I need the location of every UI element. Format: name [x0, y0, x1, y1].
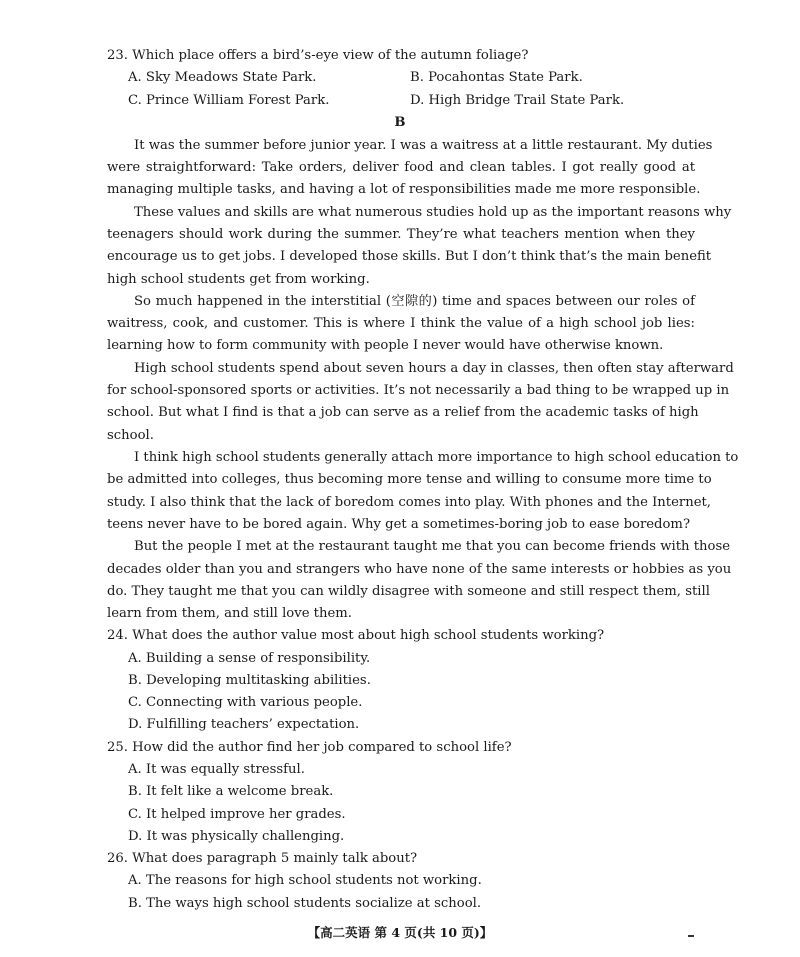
passage-line: were straightforward: Take orders, deliver food and clean tables. I got really good at	[107, 160, 695, 175]
passage-line: So much happened in the interstitial (空隙的) time and spaces between our roles of	[134, 294, 695, 309]
passage-line: teens never have to be bored again. Why get a sometimes-boring job to ease boredom?	[107, 517, 691, 532]
q25-option-c: C. It helped improve her grades.	[128, 807, 346, 822]
q24-option-d: D. Fulfilling teachers’ expectation.	[128, 717, 360, 732]
q25-stem: 25. How did the author find her job compared to school life?	[107, 740, 512, 755]
passage-line: High school students spend about seven hours a day in classes, then often stay afterward	[134, 361, 734, 376]
q26-stem: 26. What does paragraph 5 mainly talk about?	[107, 851, 418, 866]
q23-option-d: D. High Bridge Trail State Park.	[410, 93, 625, 108]
passage-line: teenagers should work during the summer. They’re what teachers mention when they	[107, 227, 695, 242]
q25-option-a: A. It was equally stressful.	[128, 762, 305, 777]
q25-option-d: D. It was physically challenging.	[128, 829, 345, 844]
q24-option-a: A. Building a sense of responsibility.	[128, 651, 371, 666]
margin-mark	[688, 935, 694, 937]
q23-stem: 23. Which place offers a bird’s-eye view of the autumn foliage?	[107, 48, 529, 63]
q26-option-a: A. The reasons for high school students not working.	[128, 873, 482, 888]
passage-line: But the people I met at the restaurant taught me that you can become friends with those	[134, 539, 731, 554]
passage-line: school.	[107, 428, 154, 443]
q23-option-a: A. Sky Meadows State Park.	[128, 70, 317, 85]
section-heading: B	[394, 115, 406, 130]
passage-line: learn from them, and still love them.	[107, 606, 352, 621]
passage-line: study. I also think that the lack of boredom comes into play. With phones and the Internet,	[107, 495, 711, 510]
passage-line: do. They taught me that you can wildly disagree with someone and still respect them, still	[107, 584, 710, 599]
passage-line: decades older than you and strangers who have none of the same interests or hobbies as you	[107, 562, 732, 577]
passage-line: managing multiple tasks, and having a lot of responsibilities made me more responsible.	[107, 182, 701, 197]
passage-line: high school students get from working.	[107, 272, 370, 287]
page-footer: 【高二英语 第 4 页(共 10 页)】	[307, 925, 493, 940]
passage-line: for school-sponsored sports or activities. It’s not necessarily a bad thing to be wrapped up in	[107, 383, 730, 398]
passage-line: These values and skills are what numerous studies hold up as the important reasons why	[134, 205, 732, 220]
q24-option-c: C. Connecting with various people.	[128, 695, 363, 710]
passage-line: I think high school students generally attach more importance to high school education to	[134, 450, 739, 465]
passage-line: school. But what I find is that a job can serve as a relief from the academic tasks of high	[107, 405, 699, 420]
q24-option-b: B. Developing multitasking abilities.	[128, 673, 371, 688]
passage-line: learning how to form community with people I never would have otherwise known.	[107, 338, 664, 353]
passage-line: be admitted into colleges, thus becoming more tense and willing to consume more time to	[107, 472, 712, 487]
q23-option-c: C. Prince William Forest Park.	[128, 93, 330, 108]
q24-stem: 24. What does the author value most about high school students working?	[107, 628, 605, 643]
q26-option-b: B. The ways high school students socialize at school.	[128, 896, 482, 911]
q23-option-b: B. Pocahontas State Park.	[410, 70, 583, 85]
passage-line: waitress, cook, and customer. This is where I think the value of a high school job lies:	[107, 316, 695, 331]
passage-line: encourage us to get jobs. I developed those skills. But I don’t think that’s the main benefit	[107, 249, 712, 264]
passage-line: It was the summer before junior year. I was a waitress at a little restaurant. My duties	[134, 138, 713, 153]
q25-option-b: B. It felt like a welcome break.	[128, 784, 334, 799]
